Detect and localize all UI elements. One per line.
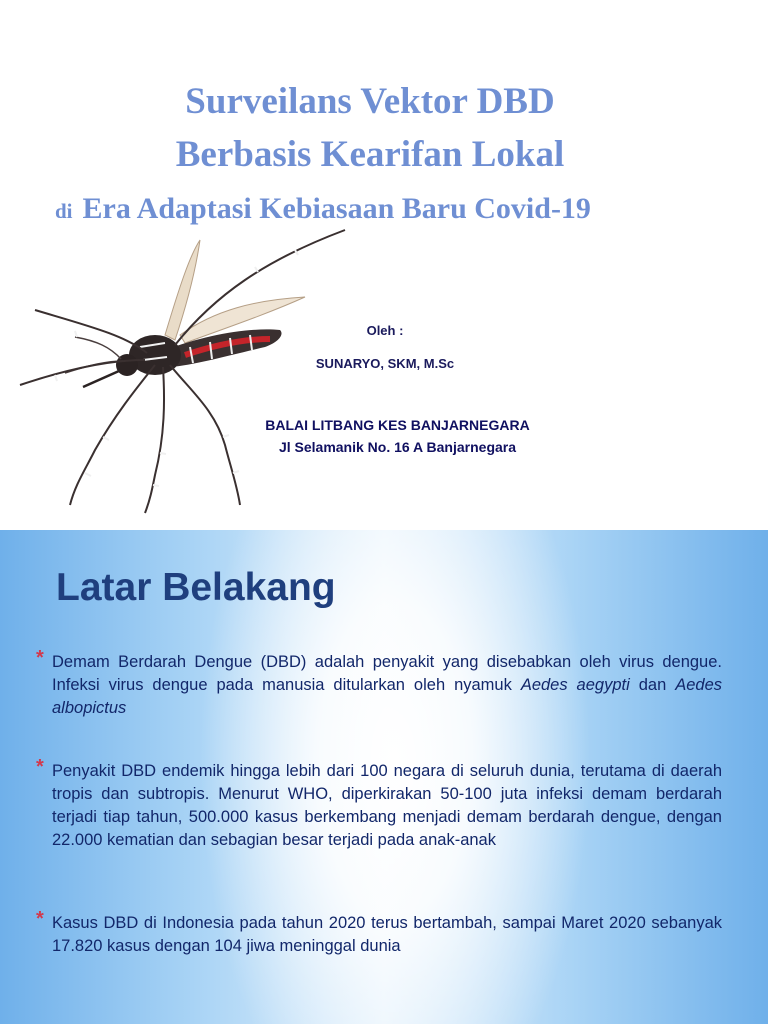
bullet-text-main: Demam Berdarah Dengue (DBD) adalah penyakit yang disebabkan oleh virus dengue. Infeksi virus dengue pada manusia ditularkan oleh nyamuk (52, 653, 722, 694)
bullet-conjunction: dan (629, 676, 676, 694)
institution-address: Jl Selamanik No. 16 A Banjarnegara (278, 439, 517, 455)
bullet-item (36, 908, 722, 958)
author-name: SUNARYO, SKM, M.Sc (315, 356, 455, 371)
institution-name: BALAI LITBANG KES BANJARNEGARA (265, 417, 530, 433)
bullet-text: Kasus DBD di Indonesia pada tahun 2020 terus bertambah, sampai Maret 2020 sebanyak 17.820 kasus dengan 104 jiwa meninggal dunia (52, 914, 722, 955)
title-line-1: Surveilans Vektor DBD (185, 81, 555, 122)
bullet-text (52, 651, 722, 720)
species-name: Aedes albopictus (52, 676, 723, 717)
bullet-item (36, 647, 723, 720)
title-line-2: Berbasis Kearifan Lokal (175, 134, 565, 175)
bullet-item (36, 756, 722, 852)
title-line-3-text: Era Adaptasi Kebiasaan Baru Covid-19 (82, 192, 591, 225)
background-slide (0, 530, 768, 1024)
title-line-3-prefix: di (55, 199, 73, 223)
bullet-marker: * (36, 756, 44, 778)
bullet-marker: * (36, 647, 44, 669)
bullet-text: Penyakit DBD endemik hingga lebih dari 100 negara di seluruh dunia, terutama di daerah tropis dan subtropis. Menurut WHO, diperkirakan 50-100 juta infeksi demam berdarah terjadi tiap tahun, 500.000 kasus berkembang menjadi demam berdarah dengue, dengan 22.000 kematian dan sebagian besar terjadi pada anak-anak (52, 762, 722, 849)
species-name: Aedes aegypti (520, 676, 630, 694)
byline-label: Oleh : (366, 323, 404, 338)
bullet-marker: * (36, 908, 44, 930)
slide-heading: Latar Belakang (56, 566, 336, 609)
